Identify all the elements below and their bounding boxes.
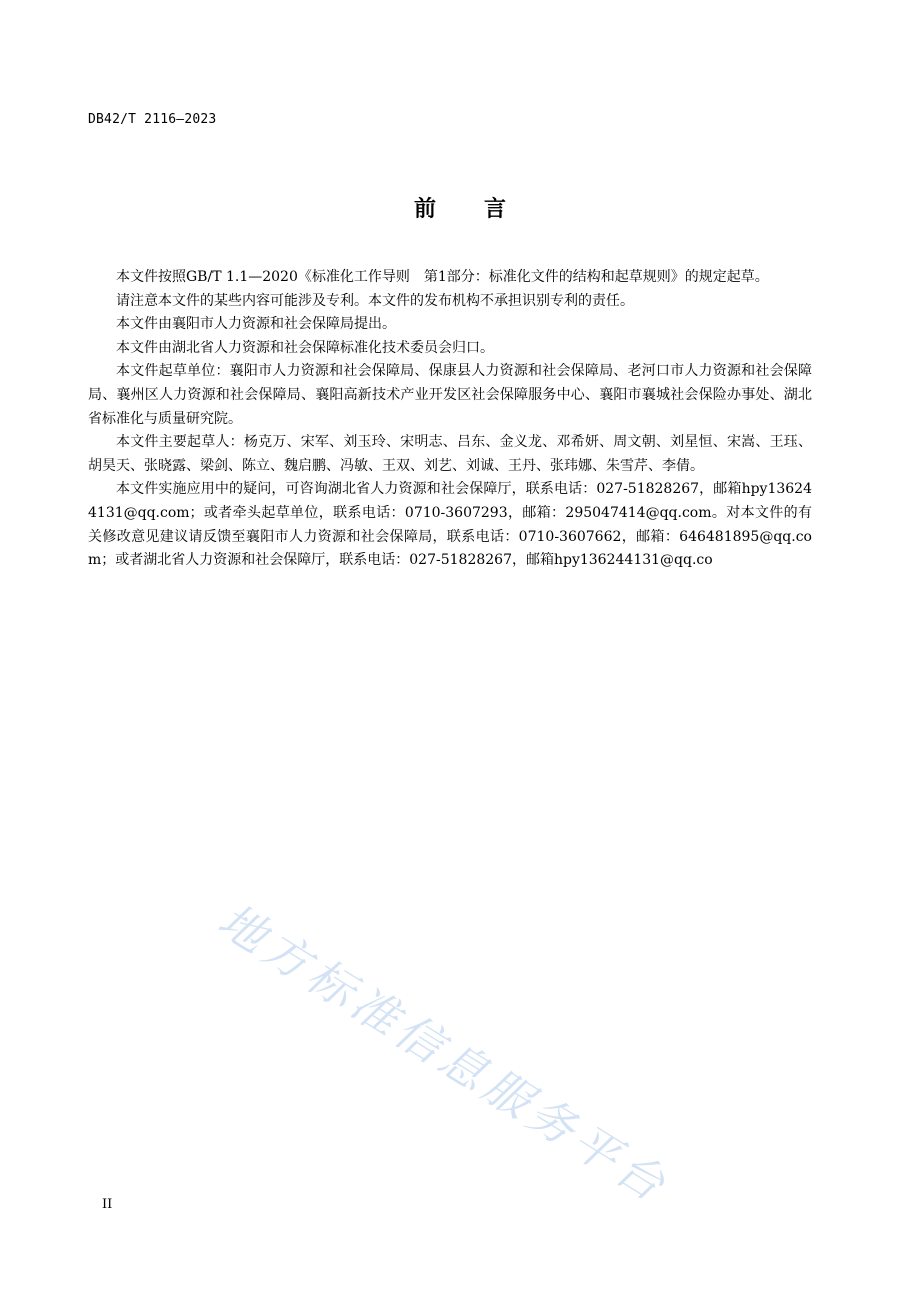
- paragraph-centralized-unit: 本文件由湖北省人力资源和社会保障标准化技术委员会归口。: [116, 339, 494, 356]
- document-code: DB42/T 2116—2023: [88, 112, 217, 127]
- paragraph-patent-notice: 请注意本文件的某些内容可能涉及专利。本文件的发布机构不承担识别专利的责任。: [116, 292, 634, 309]
- paragraph-drafting-units: 本文件起草单位：襄阳市人力资源和社会保障局、保康县人力资源和社会保障局、老河口市人力资源和社会保障局、襄州区人力资源和社会保障局、襄阳高新技术产业开发区社会保障服务中心、襄阳市襄城社会保险办事处、湖北省标准化与质量研究院。: [88, 363, 812, 427]
- page-title: [0, 192, 920, 223]
- watermark: 地方标准信息服务平台: [209, 892, 679, 1214]
- paragraph-contact-info: 本文件实施应用中的疑问，可咨询湖北省人力资源和社会保障厅，联系电话：027-51828267，邮箱hpy136244131@qq.com；或者牵头起草单位，联系电话：0710-3607293，邮箱：295047414@qq.com。对本文件的有关修改意见建议请反馈至襄阳市人力资源和社会保障局，联系电话：0710-3607662，邮箱：646481895@qq.com；或者湖北省人力资源和社会保障厅，联系电话：027-51828267，邮箱hpy136244131@qq.co: [88, 481, 812, 569]
- page-number: II: [102, 1197, 113, 1212]
- paragraph-proposer: 本文件由襄阳市人力资源和社会保障局提出。: [116, 316, 396, 333]
- paragraph-drafting-rules: 本文件按照GB/T 1.1—2020《标准化工作导则 第1部分：标准化文件的结构和起草规则》的规定起草。: [116, 269, 769, 285]
- title-char-2: 言: [484, 197, 507, 222]
- preface-body: [88, 266, 812, 573]
- title-char-1: 前: [413, 197, 436, 222]
- paragraph-drafters: 本文件主要起草人：杨克万、宋军、刘玉玲、宋明志、吕东、金义龙、邓希妍、周文朝、刘星恒、宋嵩、王珏、胡昊天、张晓露、梁剑、陈立、魏启鹏、冯敏、王双、刘艺、刘诚、王丹、张玮娜、朱雪芹、李倩。: [88, 434, 812, 474]
